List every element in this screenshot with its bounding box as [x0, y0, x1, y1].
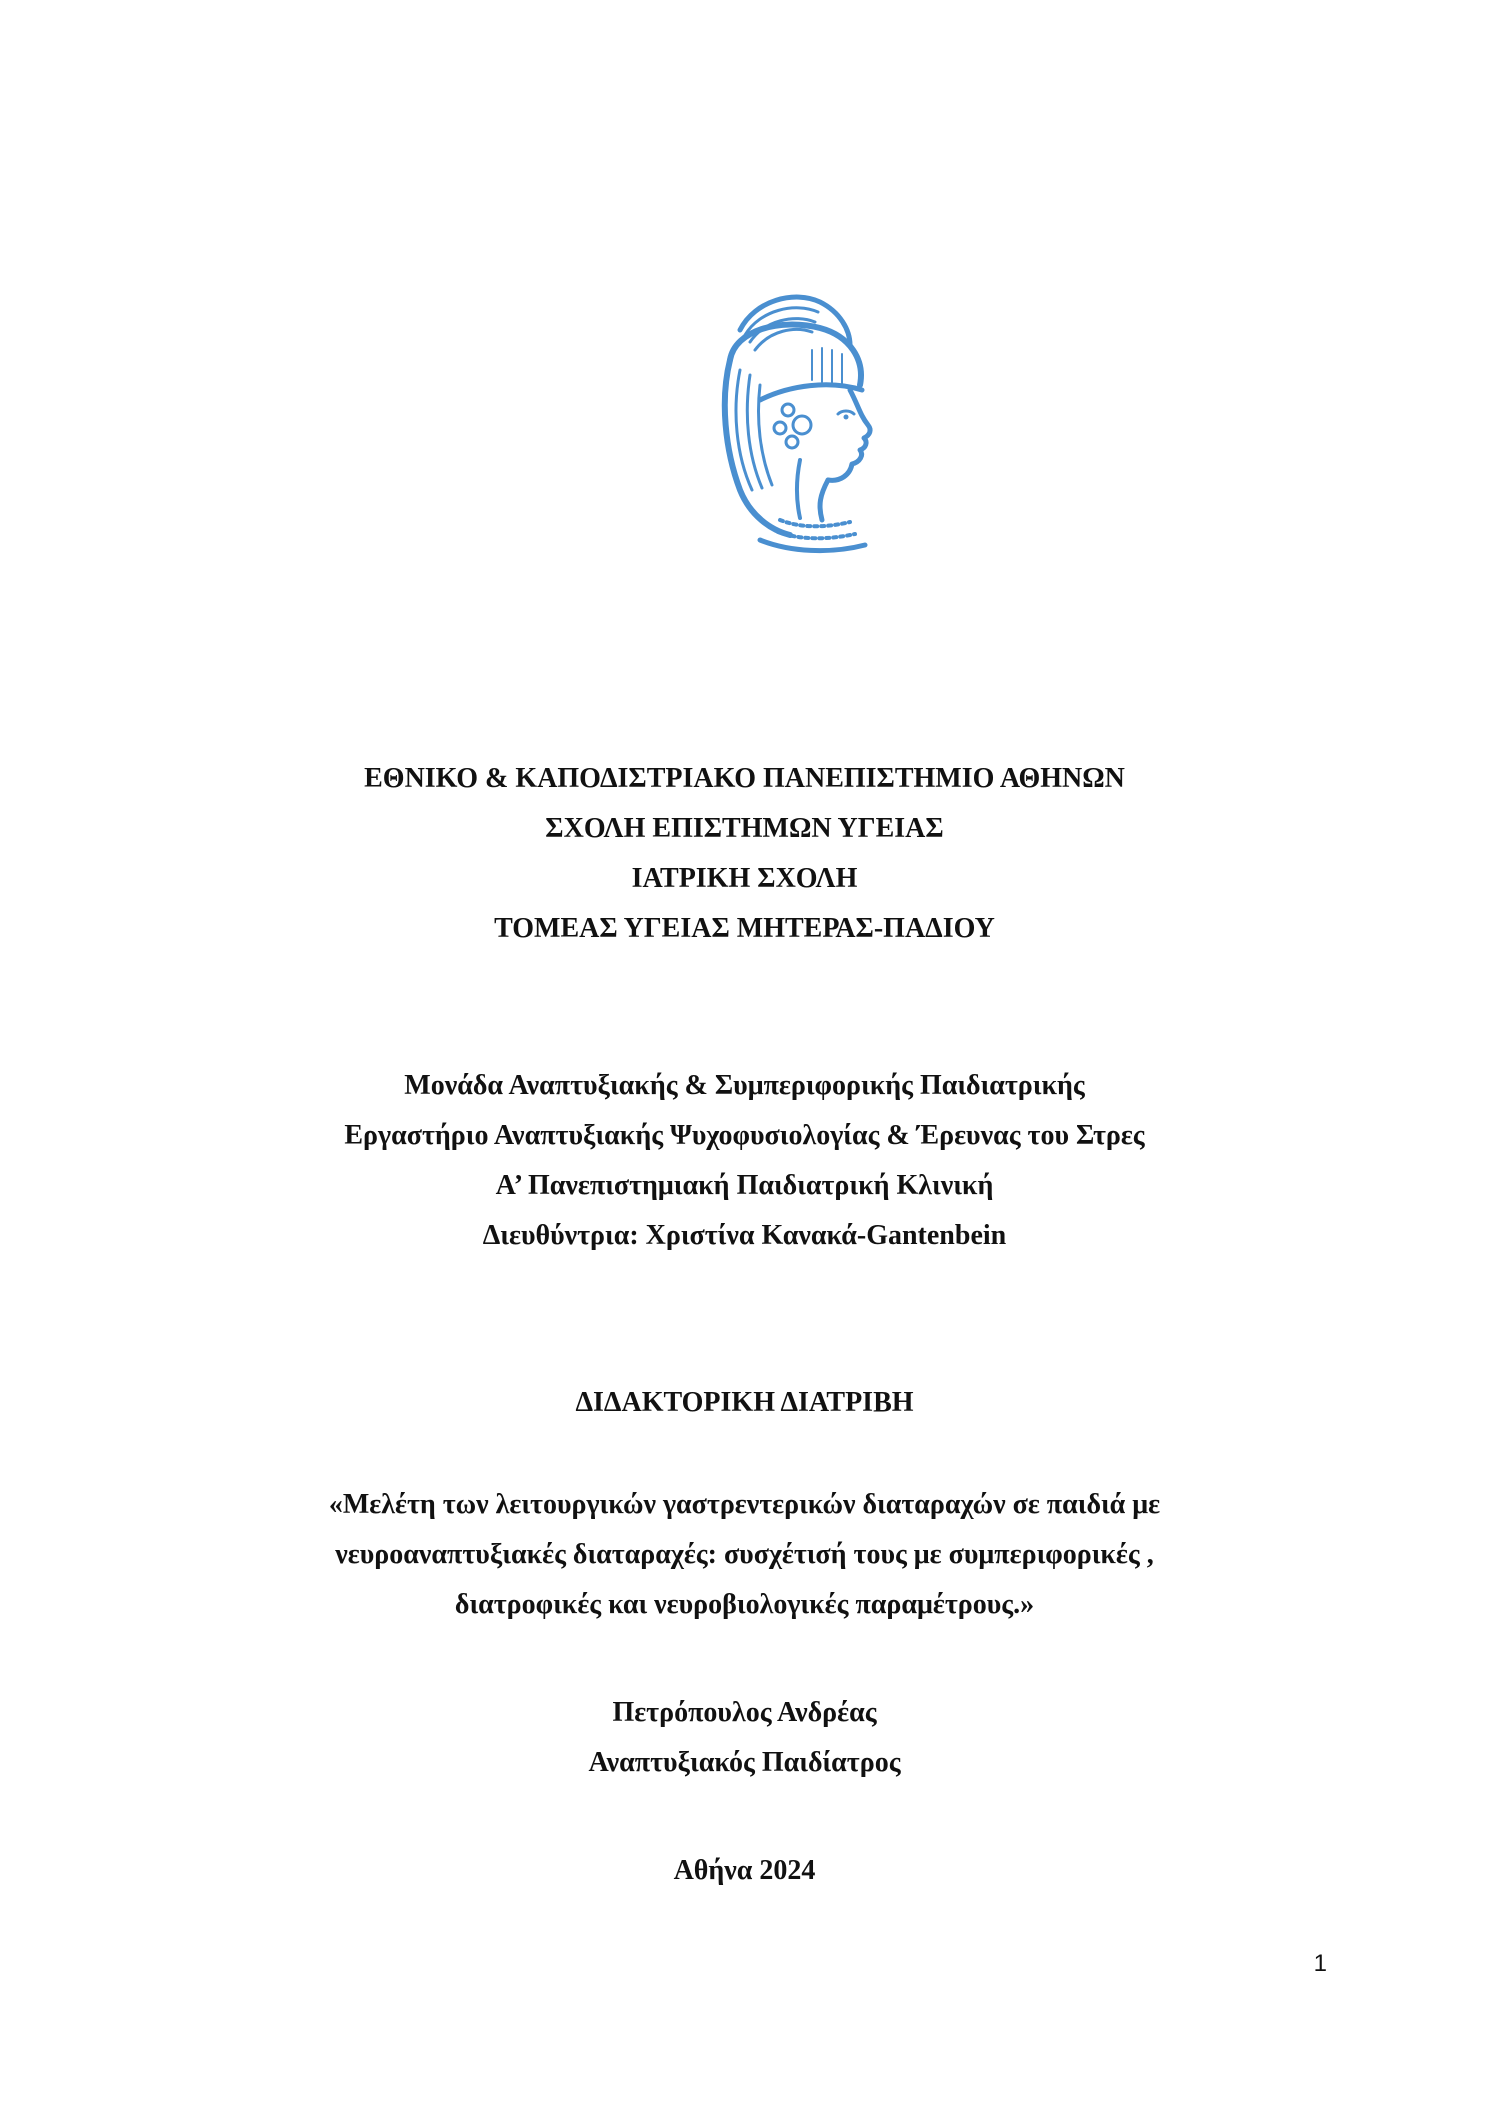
athena-head-emblem-icon — [700, 290, 885, 560]
laboratory-line: Εργαστήριο Αναπτυξιακής Ψυχοφυσιολογίας & Έρευνας του Στρες — [344, 1120, 1145, 1151]
unit-info — [0, 1061, 1489, 1261]
school-line: ΣΧΟΛΗ ΕΠΙΣΤΗΜΩΝ ΥΓΕΙΑΣ — [545, 813, 944, 844]
director-line: Διευθύντρια: Χριστίνα Κανακά-Gantenbein — [482, 1220, 1007, 1251]
author-info — [0, 1688, 1489, 1788]
page-number: 1 — [1313, 1950, 1327, 1977]
document-type — [0, 1378, 1489, 1428]
thesis-title-line: «Μελέτη των λειτουργικών γαστρεντερικών διαταραχών σε παιδιά με — [328, 1489, 1161, 1520]
place-date-label: Αθήνα 2024 — [673, 1855, 816, 1886]
department-line: ΤΟΜΕΑΣ ΥΓΕΙΑΣ ΜΗΤΕΡΑΣ-ΠΑΔΙΟΥ — [494, 913, 995, 944]
clinic-line: Α’ Πανεπιστημιακή Παιδιατρική Κλινική — [495, 1170, 994, 1201]
thesis-title — [0, 1480, 1489, 1630]
document-type-label: ΔΙΔΑΚΤΟΡΙΚΗ ΔΙΑΤΡΙΒΗ — [575, 1387, 914, 1418]
university-line: ΕΘΝΙΚΟ & ΚΑΠΟΔΙΣΤΡΙΑΚΟ ΠΑΝΕΠΙΣΤΗΜΙΟ ΑΘΗΝΩΝ — [364, 763, 1125, 794]
faculty-line: ΙΑΤΡΙΚΗ ΣΧΟΛΗ — [631, 863, 858, 894]
university-header — [0, 754, 1489, 954]
author-name: Πετρόπουλος Ανδρέας — [612, 1697, 877, 1728]
thesis-title-line: διατροφικές και νευροβιολογικές παραμέτρους.» — [454, 1589, 1035, 1620]
thesis-title-line: νευροαναπτυξιακές διαταραχές: συσχέτισή τους με συμπεριφορικές , — [335, 1539, 1154, 1570]
unit-line: Μονάδα Αναπτυξιακής & Συμπεριφορικής Παιδιατρικής — [404, 1070, 1085, 1101]
author-role: Αναπτυξιακός Παιδίατρος — [588, 1747, 901, 1778]
place-date — [0, 1846, 1489, 1896]
